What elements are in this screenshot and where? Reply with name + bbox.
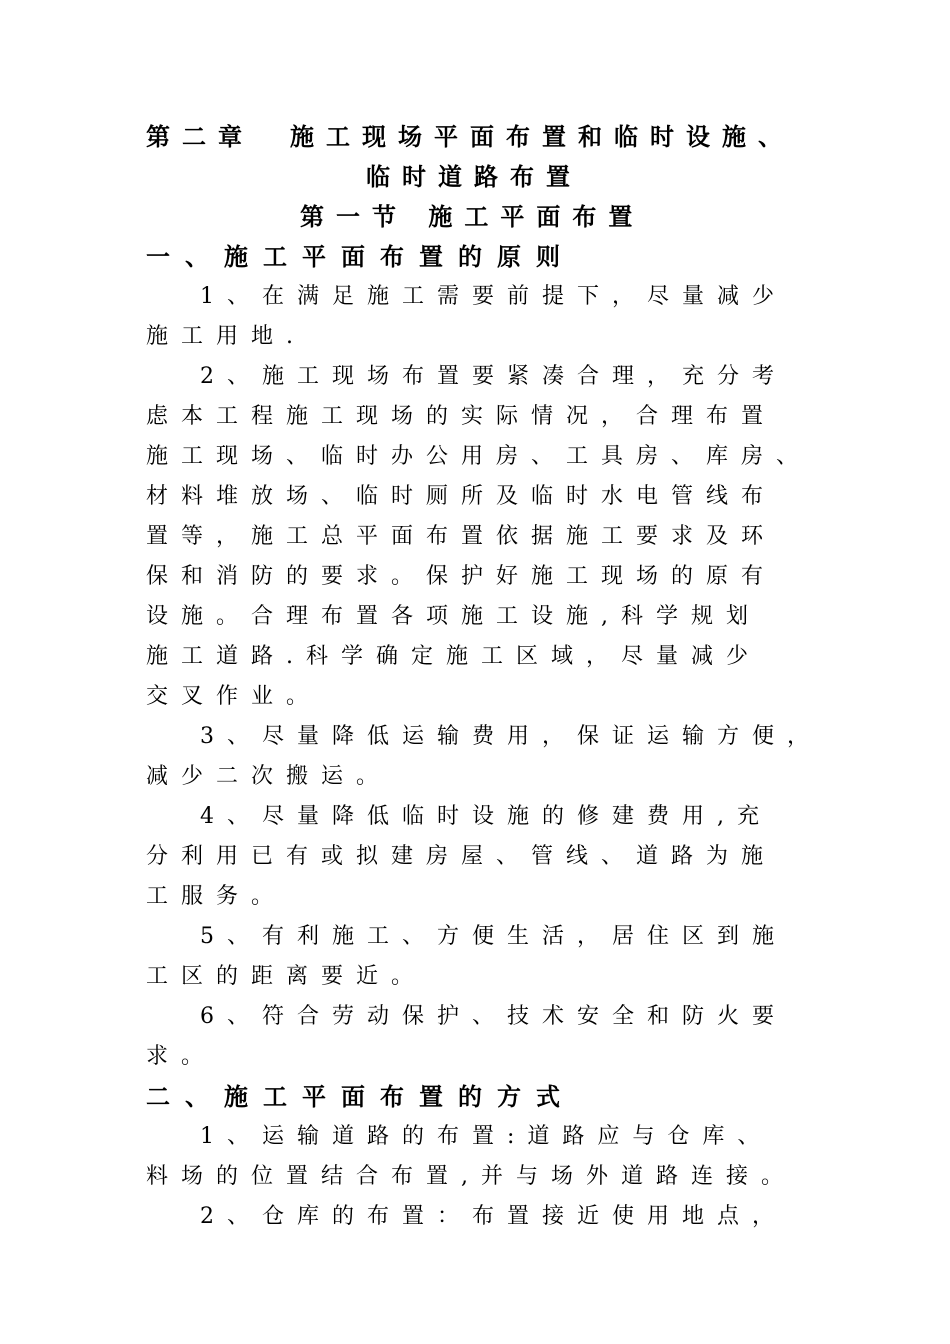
paragraph-line: 虑本工程施工现场的实际情况，合理布置 — [146, 404, 777, 429]
paragraph-line: 1、在满足施工需要前提下，尽量减少 — [200, 284, 787, 309]
paragraph-line: 分利用已有或拟建房屋、管线、道路为施 — [146, 844, 777, 869]
heading-principles: 一、施工平面布置的原则 — [146, 243, 575, 271]
heading-methods: 二、施工平面布置的方式 — [146, 1083, 575, 1111]
chapter-title-line2: 临时道路布置 — [366, 163, 582, 191]
paragraph-line: 工区的距离要近。 — [146, 964, 427, 989]
paragraph-line: 施工道路.科学确定施工区域，尽量减少 — [146, 644, 761, 669]
paragraph-line: 保和消防的要求。保护好施工现场的原有 — [146, 564, 777, 589]
paragraph-line: 5、有利施工、方便生活，居住区到施 — [200, 924, 787, 949]
chapter-title-line1: 第二章 施工现场平面布置和临时设施、 — [146, 123, 794, 151]
paragraph-line: 求。 — [146, 1044, 217, 1069]
paragraph-line: 3、尽量降低运输费用，保证运输方便， — [200, 724, 822, 749]
paragraph-line: 施工现场、临时办公用房、工具房、库房、 — [146, 444, 812, 469]
paragraph-line: 减少二次搬运。 — [146, 764, 392, 789]
section-title: 第一节 施工平面布置 — [300, 203, 645, 231]
paragraph-line: 工服务。 — [146, 884, 287, 909]
paragraph-line: 2、施工现场布置要紧凑合理，充分考 — [200, 364, 787, 389]
paragraph-line: 交叉作业。 — [146, 684, 322, 709]
paragraph-line: 4、尽量降低临时设施的修建费用,充 — [200, 804, 772, 829]
paragraph-line: 1、运输道路的布置:道路应与仓库、 — [200, 1124, 773, 1149]
paragraph-line: 施工用地. — [146, 324, 306, 349]
paragraph-line: 置等，施工总平面布置依据施工要求及环 — [146, 524, 777, 549]
paragraph-line: 料场的位置结合布置,并与场外道路连接。 — [146, 1164, 796, 1189]
paragraph-line: 材料堆放场、临时厕所及临时水电管线布 — [146, 484, 777, 509]
paragraph-line: 2、仓库的布置：布置接近使用地点， — [200, 1204, 787, 1229]
paragraph-line: 6、符合劳动保护、技术安全和防火要 — [200, 1004, 787, 1029]
paragraph-line: 设施。合理布置各项施工设施,科学规划 — [146, 604, 761, 629]
